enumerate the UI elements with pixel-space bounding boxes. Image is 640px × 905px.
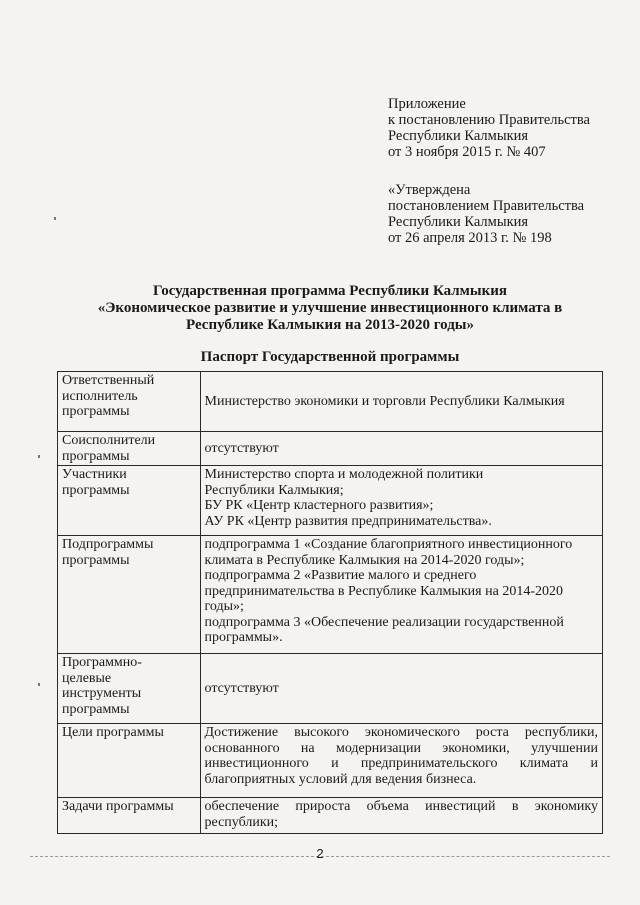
row-label: Подпрограммы программы xyxy=(58,536,201,654)
table-row xyxy=(58,432,603,466)
approval-line: от 26 апреля 2013 г. № 198 xyxy=(388,230,552,246)
table-row xyxy=(58,654,603,724)
appendix-header xyxy=(388,96,590,160)
scan-speck xyxy=(38,683,40,686)
row-value: Министерство экономики и торговли Республики Калмыкия xyxy=(200,372,602,432)
table-row xyxy=(58,798,603,834)
row-value: отсутствуют xyxy=(200,654,602,724)
page-number: 2 xyxy=(316,846,324,861)
title-line: Государственная программа Республики Калмыкия xyxy=(152,283,507,299)
approval-header xyxy=(388,182,584,246)
row-label: Программно- целевые инструменты программы xyxy=(58,654,201,724)
program-title xyxy=(60,283,600,334)
row-label: Ответственный исполнитель программы xyxy=(58,372,201,432)
row-value: Достижение высокого экономического роста республики, основанного на модернизации экономики, улучшении инвестиционного и предпринимательского климата и благоприятных условий для ведения бизнеса. xyxy=(200,724,602,798)
approval-line: постановлением Правительства xyxy=(388,198,585,214)
appendix-line: к постановлению Правительства xyxy=(388,112,590,128)
table-row xyxy=(58,536,603,654)
row-value: отсутствуют xyxy=(200,432,602,466)
table-row xyxy=(58,724,603,798)
title-line: Республике Калмыкия на 2013-2020 годы» xyxy=(185,317,475,333)
appendix-line: от 3 ноября 2015 г. № 407 xyxy=(388,144,546,160)
row-label: Соисполнители программы xyxy=(58,432,201,466)
scan-speck xyxy=(54,217,56,220)
title-line: «Экономическое развитие и улучшение инвестиционного климата в xyxy=(97,300,563,316)
approval-line: Республики Калмыкия xyxy=(388,214,529,230)
table-row xyxy=(58,466,603,536)
passport-heading: Паспорт Государственной программы xyxy=(200,349,460,365)
approval-line: «Утверждена xyxy=(388,182,471,198)
passport-table xyxy=(57,371,603,834)
appendix-line: Республики Калмыкия xyxy=(388,128,529,144)
row-label: Цели программы xyxy=(58,724,201,798)
scan-speck xyxy=(38,455,40,458)
row-value: Министерство спорта и молодежной политики Республики Калмыкия; БУ РК «Центр кластерного развития»; АУ РК «Центр развития предпринимательства». xyxy=(200,466,602,536)
row-value: подпрограмма 1 «Создание благоприятного инвестиционного климата в Республике Калмыкия на 2014-2020 годы»; подпрограмма 2 «Развитие малого и среднего предпринимательства в Республике Калмыкия на 2014-2020 годы»; подпрограмма 3 «Обеспечение реализации государственной программы». xyxy=(200,536,602,654)
row-value: обеспечение прироста объема инвестиций в экономику республики; xyxy=(200,798,602,834)
row-label: Задачи программы xyxy=(58,798,201,834)
row-label: Участники программы xyxy=(58,466,201,536)
table-row xyxy=(58,372,603,432)
appendix-line: Приложение xyxy=(388,96,466,112)
